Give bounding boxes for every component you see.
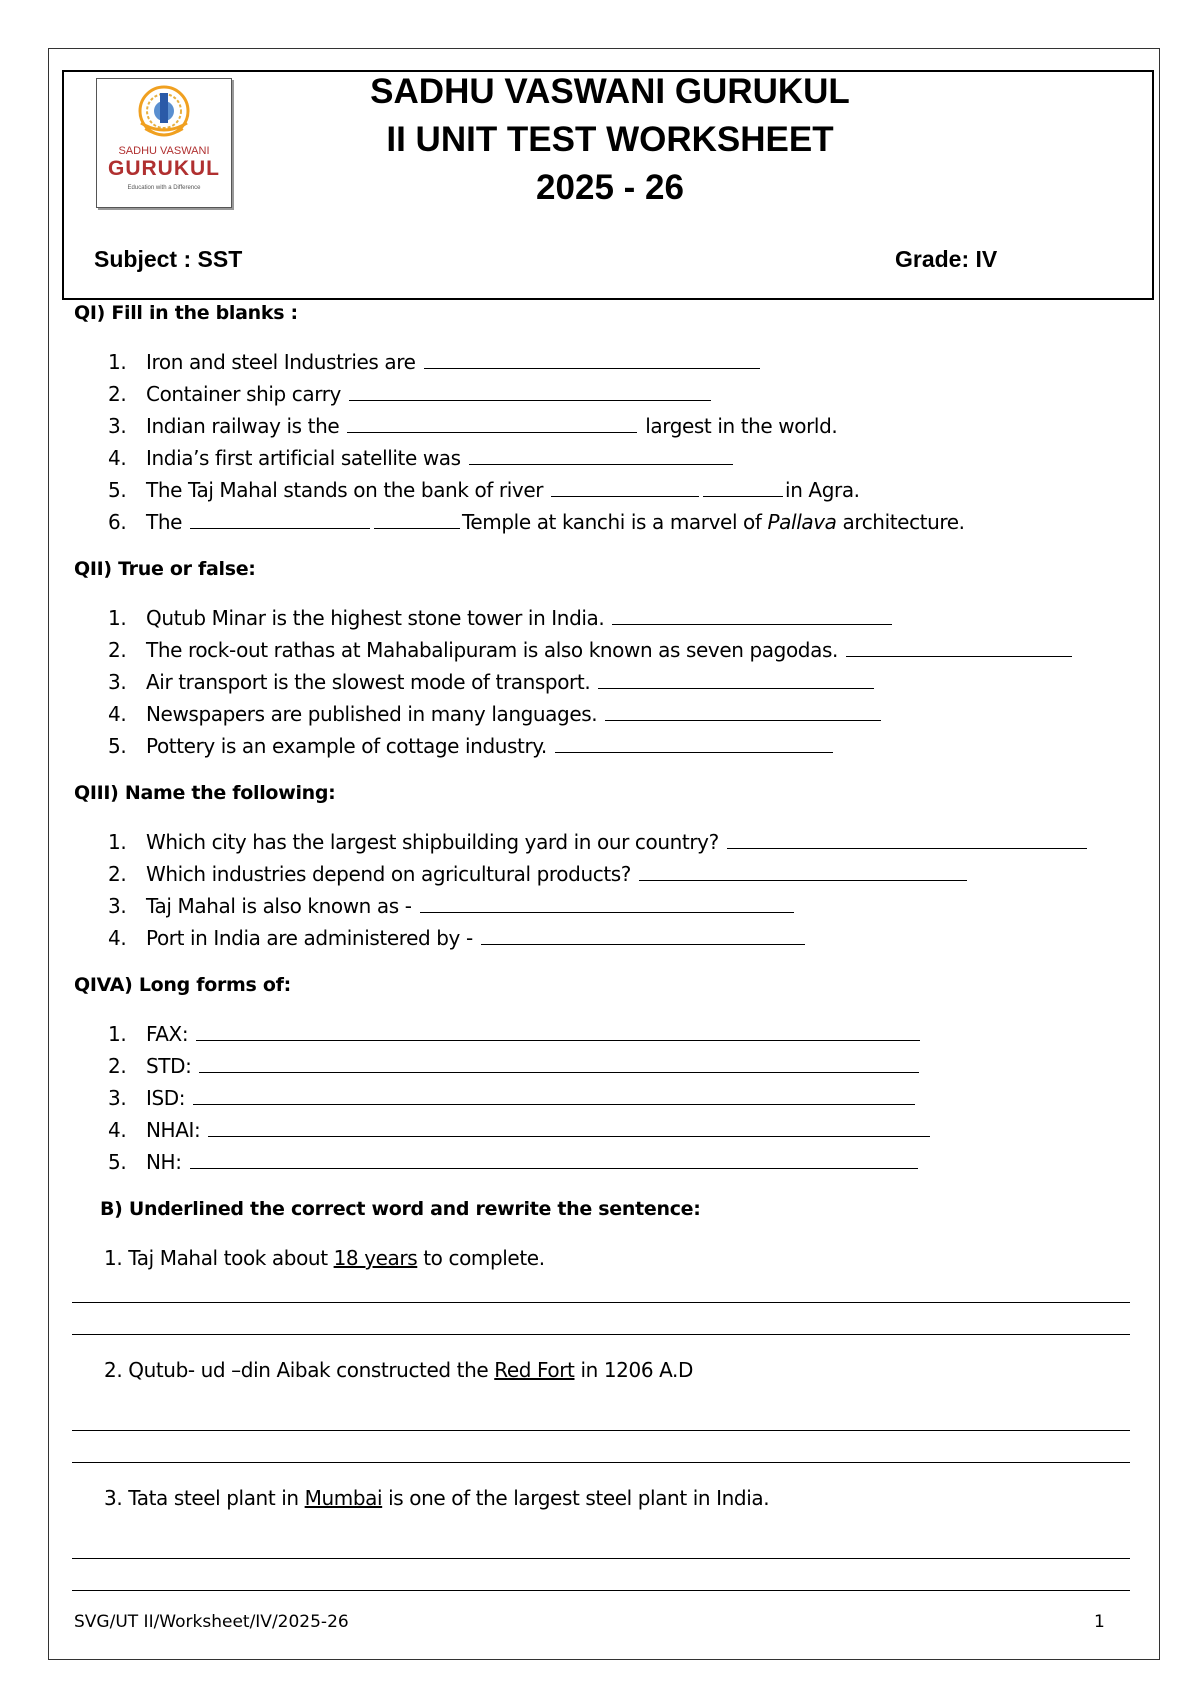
q3-item [108,830,1089,854]
q4a-heading: QIVA) Long forms of: [74,974,291,996]
item-text: The [146,510,182,534]
q1-item [108,350,762,374]
item-text: India’s first artificial satellite was [146,446,461,470]
q2-item [108,638,1074,662]
item-text: Taj Mahal is also known as - [146,894,412,918]
answer-blank[interactable] [551,478,699,497]
item-text-after: largest in the world. [645,414,838,438]
item-text: 3. Tata steel plant in [104,1486,299,1510]
item-text: NHAI: [146,1118,201,1142]
item-text: 2. Qutub- ud –din Aibak constructed the [104,1358,489,1382]
answer-blank[interactable] [199,1054,919,1073]
item-text-after: Temple at kanchi is a marvel of [461,510,762,534]
q4b-item [104,1246,545,1270]
item-text: The rock-out rathas at Mahabalipuram is also known as seven pagodas. [146,638,838,662]
item-number: 4. [108,926,127,950]
item-text: Indian railway is the [146,414,340,438]
item-text-after: in 1206 A.D [580,1358,694,1382]
item-text: Container ship carry [146,382,341,406]
item-number: 6. [108,510,127,534]
q1-heading: QI) Fill in the blanks : [74,302,298,324]
item-text: The Taj Mahal stands on the bank of river [146,478,544,502]
q1-item [108,382,713,406]
answer-blank[interactable] [598,670,874,689]
item-text: Newspapers are published in many languages. [146,702,598,726]
item-number: 1. [108,830,127,854]
item-number: 5. [108,478,127,502]
q3-heading: QIII) Name the following: [74,782,336,804]
logo-tagline: Education with a Difference [127,185,201,191]
answer-blank[interactable] [190,510,370,529]
item-text: Pottery is an example of cottage industry. [146,734,547,758]
item-text: Port in India are administered by - [146,926,473,950]
answer-blank[interactable] [193,1086,915,1105]
answer-blank[interactable] [639,862,967,881]
answer-blank[interactable] [190,1150,918,1169]
q2-item [108,670,876,694]
answer-line[interactable] [72,1558,1130,1559]
item-number: 4. [108,446,127,470]
subject-label: Subject : SST [94,246,243,272]
answer-line[interactable] [72,1590,1130,1591]
underlined-word: Red Fort [494,1358,575,1382]
q4a-item [108,1118,932,1142]
item-number: 5. [108,1150,127,1174]
answer-blank[interactable] [469,446,733,465]
q2-item [108,702,883,726]
school-name: SADHU VASWANI GURUKUL [370,72,850,111]
q4b-item [104,1358,693,1382]
item-number: 2. [108,1054,127,1078]
footer-code: SVG/UT II/Worksheet/IV/2025-26 [74,1612,349,1632]
item-text: Which city has the largest shipbuilding yard in our country? [146,830,719,854]
answer-blank[interactable] [349,382,711,401]
answer-line[interactable] [72,1462,1130,1463]
answer-line[interactable] [72,1334,1130,1335]
item-number: 2. [108,382,127,406]
worksheet-title: II UNIT TEST WORKSHEET [386,120,834,159]
answer-blank[interactable] [555,734,833,753]
underlined-word: Mumbai [304,1486,383,1510]
item-number: 2. [108,862,127,886]
answer-blank[interactable] [347,414,637,433]
item-number: 3. [108,414,127,438]
q4b-heading: B) Underlined the correct word and rewrite the sentence: [100,1198,701,1220]
page-number: 1 [1094,1612,1105,1632]
answer-blank[interactable] [846,638,1072,657]
item-text-after: to complete. [423,1246,545,1270]
item-number: 4. [108,702,127,726]
item-text: Iron and steel Industries are [146,350,416,374]
answer-blank[interactable] [420,894,794,913]
item-number: 2. [108,638,127,662]
item-text: NH: [146,1150,182,1174]
q2-item [108,734,835,758]
item-text: Air transport is the slowest mode of transport. [146,670,591,694]
q4b-item [104,1486,769,1510]
grade-label: Grade: IV [895,246,998,272]
item-number: 3. [108,894,127,918]
school-logo [96,78,232,208]
item-text-after: is one of the largest steel plant in India. [388,1486,770,1510]
answer-blank[interactable] [727,830,1087,849]
q3-item [108,926,807,950]
q4a-item [108,1150,920,1174]
answer-blank[interactable] [208,1118,930,1137]
answer-blank[interactable] [424,350,760,369]
item-number: 4. [108,1118,127,1142]
item-number: 5. [108,734,127,758]
answer-blank[interactable] [703,478,783,497]
item-text: Which industries depend on agricultural products? [146,862,631,886]
q4a-item [108,1086,917,1110]
answer-blank[interactable] [374,510,460,529]
answer-line[interactable] [72,1302,1130,1303]
item-number: 1. [108,606,127,630]
q4a-item [108,1054,921,1078]
item-number: 1. [108,1022,127,1046]
item-text-after: in Agra. [785,478,860,502]
item-text: ISD: [146,1086,186,1110]
q1-item [108,414,837,438]
item-text: STD: [146,1054,192,1078]
item-text: Qutub Minar is the highest stone tower in India. [146,606,605,630]
academic-year: 2025 - 26 [536,168,684,207]
answer-line[interactable] [72,1430,1130,1431]
q3-item [108,862,969,886]
item-number: 3. [108,1086,127,1110]
q1-item [108,510,965,534]
item-text-end: architecture. [842,510,965,534]
q3-item [108,894,796,918]
answer-blank[interactable] [605,702,881,721]
q2-item [108,606,894,630]
answer-blank[interactable] [196,1022,920,1041]
answer-blank[interactable] [612,606,892,625]
underlined-word: 18 years [333,1246,418,1270]
item-text: 1. Taj Mahal took about [104,1246,328,1270]
q2-heading: QII) True or false: [74,558,256,580]
q4a-item [108,1022,922,1046]
q1-item [108,446,735,470]
q1-item [108,478,860,502]
item-number: 3. [108,670,127,694]
logo-line-1: SADHU VASWANI [118,145,210,157]
item-text: FAX: [146,1022,189,1046]
answer-blank[interactable] [481,926,805,945]
item-number: 1. [108,350,127,374]
italic-word: Pallava [767,510,837,534]
logo-line-2: GURUKUL [108,157,220,180]
